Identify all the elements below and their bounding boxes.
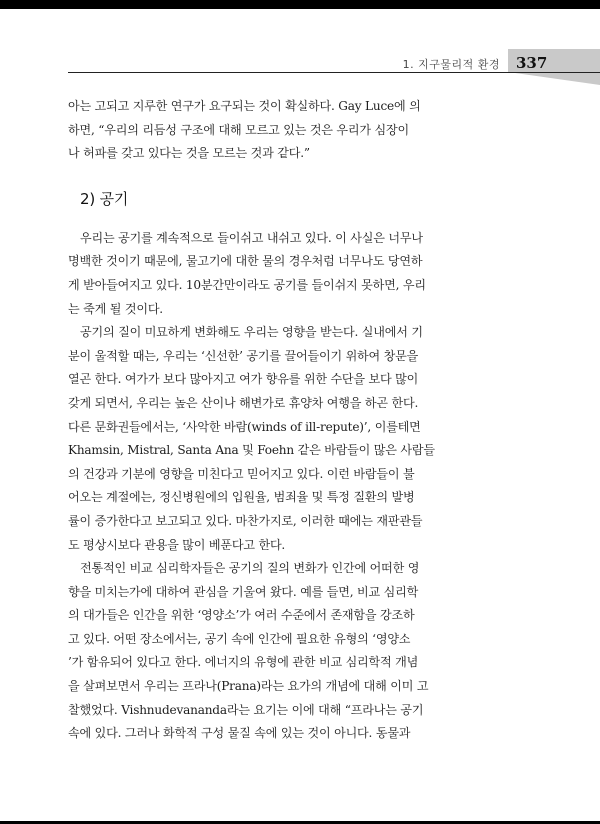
text-line: 의 건강과 기분에 영향을 미친다고 믿어지고 있다. 이런 바람들이 불 [68, 466, 415, 481]
text-line: 향을 미치는가에 대하여 관심을 기울여 왔다. 예를 들면, 비교 심리학 [68, 584, 419, 599]
text-line: 갖게 되면서, 우리는 높은 산이나 해변가로 휴양차 여행을 하곤 한다. [68, 395, 419, 410]
paragraph [68, 227, 464, 321]
text-line: 는 죽게 될 것이다. [68, 301, 163, 316]
text-line: 공기의 질이 미묘하게 변화해도 우리는 영향을 받는다. 실내에서 기 [80, 325, 423, 340]
body-text [68, 95, 464, 746]
text-line: 아는 고되고 지루한 연구가 요구되는 것이 확실하다. Gay Luce에 의 [68, 99, 421, 113]
text-line: 우리는 공기를 계속적으로 들이쉬고 내쉬고 있다. 이 사실은 너무나 [80, 230, 423, 245]
text-line: 도 평상시보다 관용을 많이 베푼다고 한다. [68, 537, 286, 552]
section-heading: 2) 공기 [80, 189, 129, 208]
text-line: 분이 울적할 때는, 우리는 ‘신선한’ 공기를 끌어들이기 위하여 창문을 [68, 348, 419, 363]
running-header: 1. 지구물리적 환경 [402, 58, 500, 71]
text-line: 게 받아들여지고 있다. 10분간만이라도 공기를 들이쉬지 못하면, 우리 [68, 277, 426, 292]
text-line: 고 있다. 어떤 장소에서는, 공기 속에 인간에 필요한 유형의 ‘영양소 [68, 631, 411, 646]
text-line: ’가 함유되어 있다고 한다. 에너지의 유형에 관한 비교 심리학적 개념 [68, 655, 419, 670]
text-line: 률이 증가한다고 보고되고 있다. 마찬가지로, 이러한 때에는 재판관들 [68, 513, 423, 528]
text-line: 열곤 한다. 여가가 보다 많아지고 여가 향유를 위한 수단을 보다 많이 [68, 372, 419, 387]
text-line: 찰했었다. Vishnudevananda라는 요기는 이에 대해 “프라나는 공기 [68, 702, 424, 717]
text-line: 의 대가들은 인간을 위한 ‘영양소’가 여러 수준에서 존재함을 강조하 [68, 608, 415, 623]
text-line: Khamsin, Mistral, Santa Ana 및 Foehn 같은 바람들이 많은 사람들 [68, 443, 435, 458]
text-line: 다른 문화권들에서는, ‘사악한 바람(winds of ill-repute)’, 이를테면 [68, 419, 421, 434]
paragraph-continued [68, 95, 464, 166]
top-border-bar [0, 0, 600, 9]
text-line: 어오는 계절에는, 정신병원에의 입원율, 범죄율 및 특정 질환의 발병 [68, 490, 415, 505]
text-line: 명백한 것이기 때문에, 물고기에 대한 물의 경우처럼 너무나도 당연하 [68, 254, 423, 269]
text-line: 나 허파를 갖고 있다는 것을 모르는 것과 같다.” [68, 146, 310, 161]
text-line: 속에 있다. 그러나 화학적 구성 물질 속에 있는 것이 아니다. 동물과 [68, 726, 411, 741]
paragraph [68, 557, 464, 746]
text-line: 전통적인 비교 심리학자들은 공기의 질의 변화가 인간에 어떠한 영 [80, 561, 420, 576]
text-line: 을 살펴보면서 우리는 프라나(Prana)라는 요가의 개념에 대해 이미 고 [68, 679, 429, 694]
paragraph [68, 321, 464, 557]
page-number: 337 [516, 54, 548, 72]
text-line: 하면, “우리의 리듬성 구조에 대해 모르고 있는 것은 우리가 심장이 [68, 122, 409, 137]
header-rule [68, 72, 600, 73]
